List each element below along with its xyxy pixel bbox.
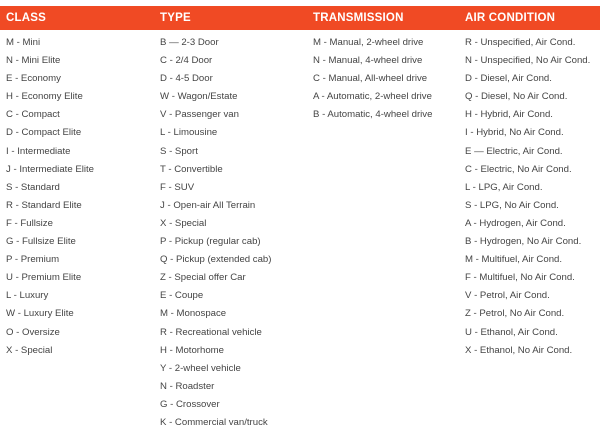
column-heading-air-condition: AIR CONDITION [465, 12, 556, 24]
type-code-item: J - Open-air All Terrain [160, 199, 256, 211]
transmission-code-item: M - Manual, 2-wheel drive [313, 37, 424, 48]
type-code-item: M - Monospace [160, 308, 227, 320]
air-condition-code-item: B - Hydrogen, No Air Cond. [465, 236, 582, 248]
transmission-code-item: A - Automatic, 2-wheel drive [313, 91, 432, 103]
class-code-item: X - Special [6, 344, 53, 356]
column-heading-type: TYPE [160, 12, 191, 24]
type-code-list [160, 36, 271, 434]
air-condition-code-item: E — Electric, Air Cond. [465, 145, 563, 157]
air-condition-code-item: Q - Diesel, No Air Cond. [465, 91, 568, 103]
class-code-item: P - Premium [6, 254, 60, 266]
type-code-item: X - Special [160, 217, 207, 229]
air-condition-code-item: F - Multifuel, No Air Cond. [465, 272, 575, 284]
class-code-item: I - Intermediate [6, 145, 71, 157]
type-code-item: G - Crossover [160, 398, 220, 410]
transmission-code-item: N - Manual, 4-wheel drive [313, 55, 423, 67]
type-code-item: T - Convertible [160, 163, 223, 175]
air-condition-code-list [465, 36, 590, 362]
type-code-item: D - 4-5 Door [160, 73, 213, 85]
class-code-item: J - Intermediate Elite [6, 163, 94, 175]
class-code-item: C - Compact [6, 109, 60, 121]
air-condition-code-item: U - Ethanol, Air Cond. [465, 326, 558, 338]
type-code-item: V - Passenger van [160, 109, 239, 121]
class-code-list [6, 36, 94, 362]
type-code-item: L - Limousine [160, 127, 218, 139]
air-condition-code-item: S - LPG, No Air Cond. [465, 199, 559, 211]
class-code-item: M - Mini [6, 37, 41, 48]
class-code-item: S - Standard [6, 181, 60, 193]
air-condition-code-item: D - Diesel, Air Cond. [465, 73, 552, 85]
type-code-item: C - 2/4 Door [160, 55, 213, 67]
type-code-item: Q - Pickup (extended cab) [160, 254, 272, 266]
transmission-code-item: C - Manual, All-wheel drive [313, 73, 428, 85]
type-code-item: F - SUV [160, 181, 195, 193]
class-code-item: D - Compact Elite [6, 127, 82, 139]
class-code-item: O - Oversize [6, 326, 60, 338]
transmission-code-item: B - Automatic, 4-wheel drive [313, 109, 433, 121]
air-condition-code-item: L - LPG, Air Cond. [465, 181, 543, 193]
class-code-item: G - Fullsize Elite [6, 236, 76, 248]
type-code-item: B — 2-3 Door [160, 37, 219, 48]
type-code-item: P - Pickup (regular cab) [160, 236, 261, 248]
air-condition-code-item: V - Petrol, Air Cond. [465, 290, 550, 302]
type-code-item: H - Motorhome [160, 344, 224, 356]
class-code-item: L - Luxury [6, 290, 49, 302]
air-condition-code-item: X - Ethanol, No Air Cond. [465, 344, 573, 356]
type-code-item: S - Sport [160, 145, 198, 157]
air-condition-code-item: I - Hybrid, No Air Cond. [465, 127, 564, 139]
class-code-item: F - Fullsize [6, 217, 53, 229]
air-condition-code-item: N - Unspecified, No Air Cond. [465, 55, 591, 67]
air-condition-code-item: A - Hydrogen, Air Cond. [465, 217, 566, 229]
type-code-item: Z - Special offer Car [160, 272, 246, 284]
type-code-item: N - Roadster [160, 380, 215, 392]
air-condition-code-item: C - Electric, No Air Cond. [465, 163, 572, 175]
class-code-item: H - Economy Elite [6, 91, 83, 103]
type-code-item: Y - 2-wheel vehicle [160, 362, 241, 374]
air-condition-code-item: H - Hybrid, Air Cond. [465, 109, 553, 121]
class-code-item: R - Standard Elite [6, 199, 82, 211]
class-code-item: U - Premium Elite [6, 272, 82, 284]
transmission-code-list [313, 36, 432, 126]
type-code-item: W - Wagon/Estate [160, 91, 238, 103]
column-heading-transmission: TRANSMISSION [313, 12, 404, 24]
type-code-item: K - Commercial van/truck [160, 416, 268, 428]
type-code-item: E - Coupe [160, 290, 204, 302]
air-condition-code-item: Z - Petrol, No Air Cond. [465, 308, 565, 320]
air-condition-code-item: M - Multifuel, Air Cond. [465, 254, 563, 266]
class-code-item: N - Mini Elite [6, 55, 61, 67]
type-code-item: R - Recreational vehicle [160, 326, 262, 338]
column-heading-class: CLASS [6, 12, 46, 24]
air-condition-code-item: R - Unspecified, Air Cond. [465, 37, 576, 48]
class-code-item: W - Luxury Elite [6, 308, 74, 320]
class-code-item: E - Economy [6, 73, 61, 85]
